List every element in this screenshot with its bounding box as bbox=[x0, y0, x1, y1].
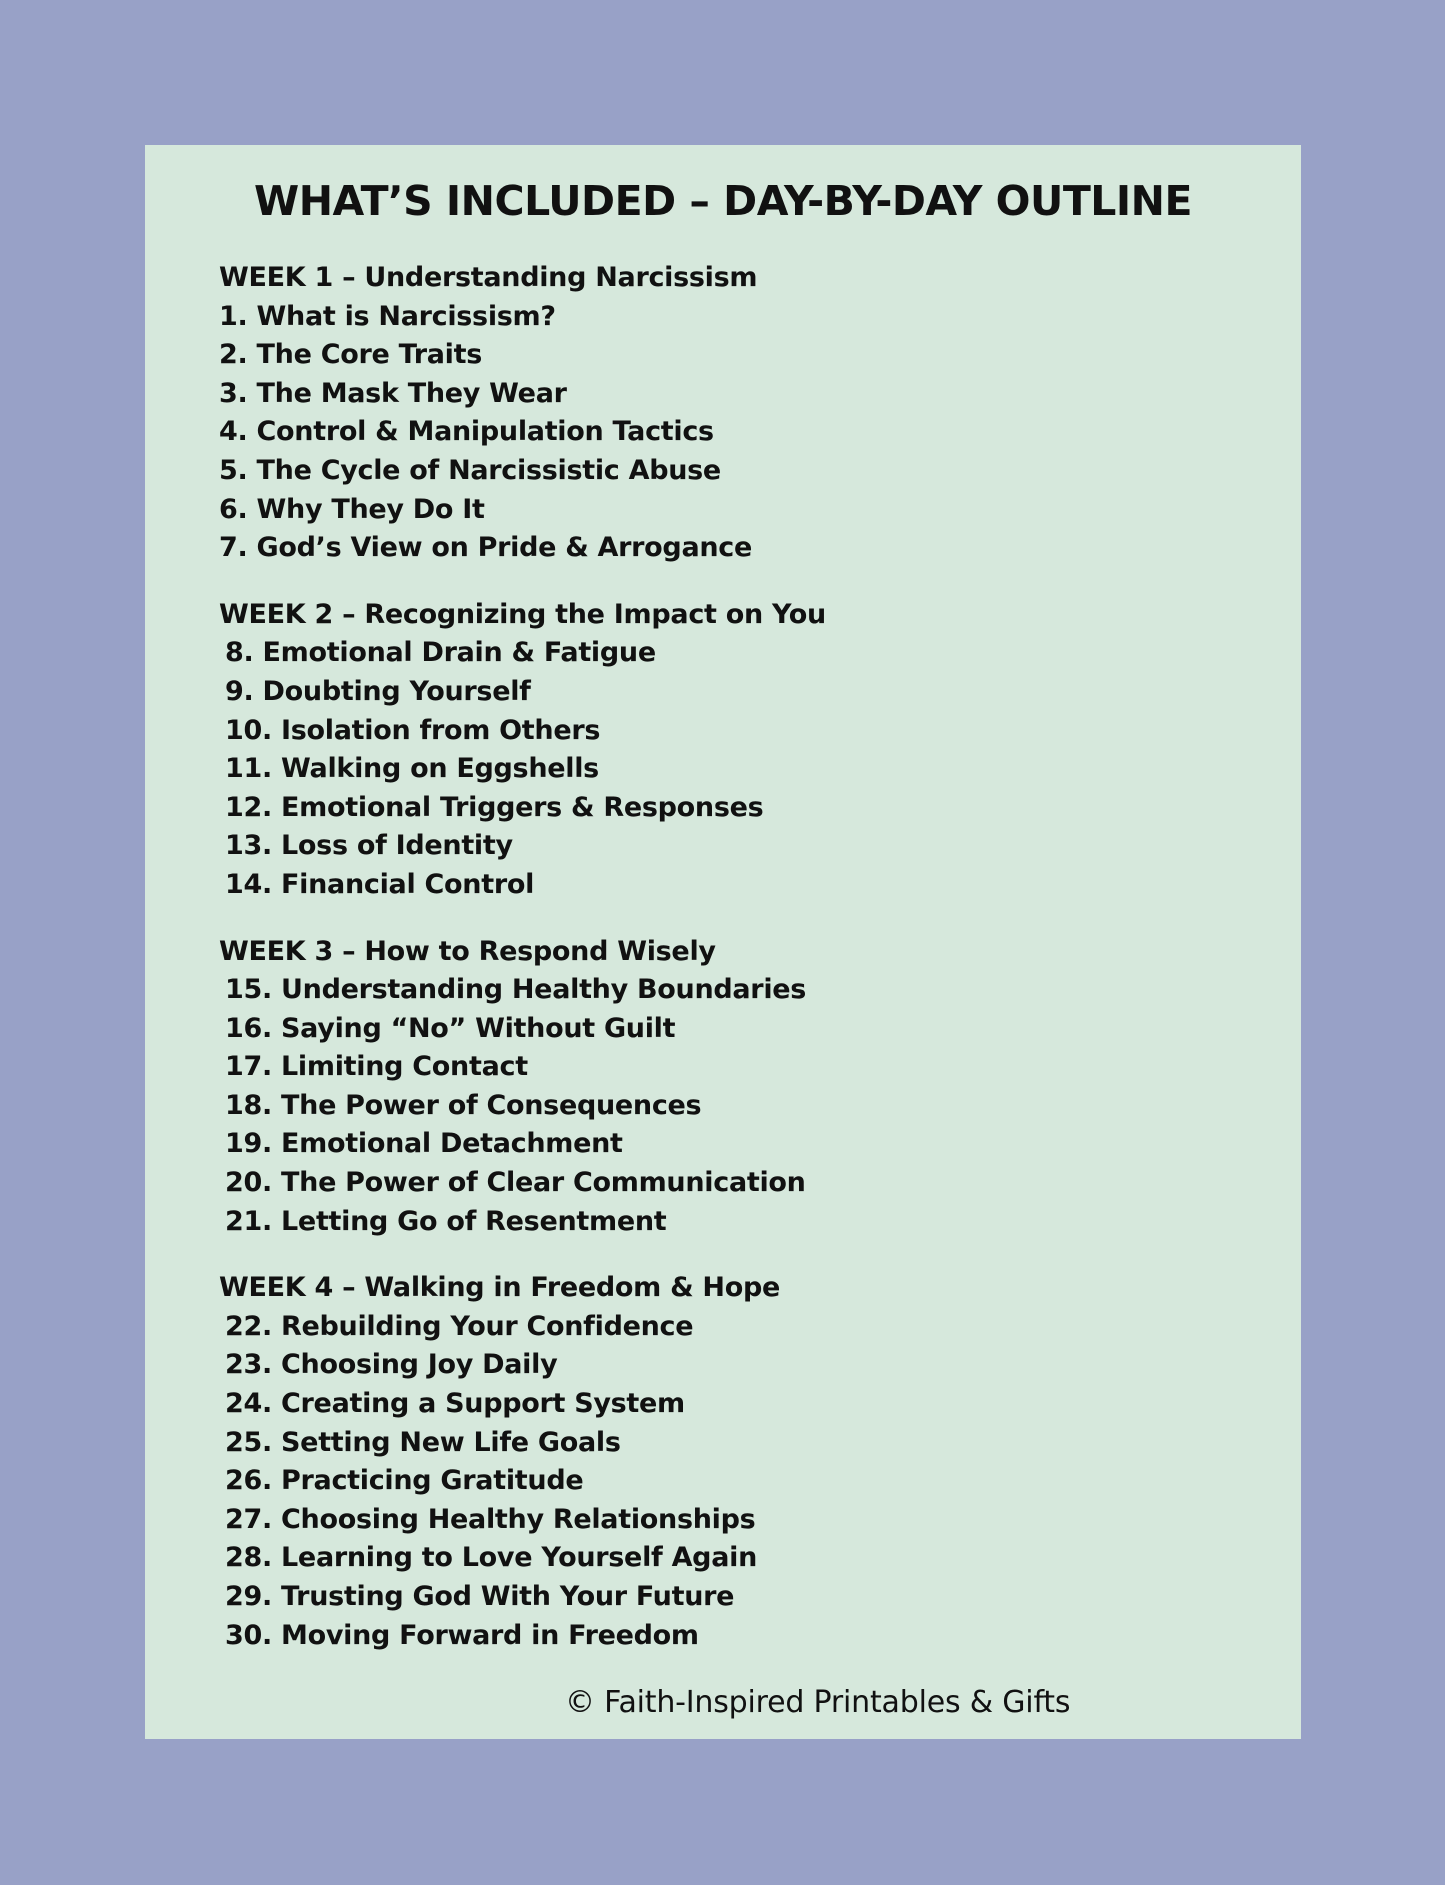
day-item: 28. Learning to Love Yourself Again bbox=[225, 1542, 757, 1574]
day-item: 19. Emotional Detachment bbox=[225, 1128, 623, 1160]
day-item: 10. Isolation from Others bbox=[225, 714, 601, 746]
day-item: 27. Choosing Healthy Relationships bbox=[225, 1503, 756, 1535]
copyright-notice: © Faith-Inspired Printables & Gifts bbox=[565, 1685, 1071, 1720]
day-item: 11. Walking on Eggshells bbox=[225, 753, 599, 785]
day-by-day-outline bbox=[219, 259, 1219, 1683]
week-3-heading: WEEK 3 – How to Respond Wisely bbox=[219, 935, 716, 967]
week-2-heading: WEEK 2 – Recognizing the Impact on You bbox=[219, 598, 826, 630]
day-item: 5. The Cycle of Narcissistic Abuse bbox=[219, 454, 721, 486]
week-1-heading: WEEK 1 – Understanding Narcissism bbox=[219, 262, 758, 293]
day-item: 14. Financial Control bbox=[225, 868, 535, 900]
week-1-day-list bbox=[219, 298, 1219, 568]
week-1-section bbox=[219, 259, 1219, 568]
week-4-heading: WEEK 4 – Walking in Freedom & Hope bbox=[219, 1272, 781, 1304]
day-item: 30. Moving Forward in Freedom bbox=[225, 1619, 699, 1651]
day-item: 13. Loss of Identity bbox=[225, 830, 513, 862]
day-item: 20. The Power of Clear Communication bbox=[225, 1167, 806, 1199]
day-item: 17. Limiting Contact bbox=[225, 1051, 528, 1083]
day-item: 15. Understanding Healthy Boundaries bbox=[225, 974, 807, 1006]
day-item: 29. Trusting God With Your Future bbox=[225, 1581, 735, 1612]
day-item: 23. Choosing Joy Daily bbox=[225, 1349, 558, 1381]
week-2-section bbox=[219, 596, 1219, 905]
day-item: 16. Saying “No” Without Guilt bbox=[225, 1012, 676, 1044]
day-item: 3. The Mask They Wear bbox=[219, 377, 567, 409]
week-2-day-list bbox=[219, 634, 1219, 904]
day-item: 8. Emotional Drain & Fatigue bbox=[225, 637, 656, 669]
day-item: 2. The Core Traits bbox=[219, 339, 483, 371]
day-item: 6. Why They Do It bbox=[219, 493, 485, 525]
week-3-section bbox=[219, 933, 1219, 1242]
week-4-day-list bbox=[219, 1308, 1219, 1655]
page-title: WHAT’S INCLUDED – DAY-BY-DAY OUTLINE bbox=[254, 177, 1192, 225]
day-item: 25. Setting New Life Goals bbox=[225, 1426, 621, 1458]
day-item: 21. Letting Go of Resentment bbox=[225, 1205, 667, 1237]
day-item: 26. Practicing Gratitude bbox=[225, 1465, 584, 1497]
week-3-day-list bbox=[219, 971, 1219, 1241]
day-item: 9. Doubting Yourself bbox=[225, 675, 531, 707]
day-item: 22. Rebuilding Your Confidence bbox=[225, 1310, 694, 1342]
day-item: 7. God’s View on Pride & Arrogance bbox=[219, 532, 753, 564]
day-item: 24. Creating a Support System bbox=[225, 1388, 685, 1420]
day-item: 12. Emotional Triggers & Responses bbox=[225, 791, 764, 823]
outline-card bbox=[145, 145, 1301, 1739]
day-item: 4. Control & Manipulation Tactics bbox=[219, 416, 714, 448]
week-4-section bbox=[219, 1269, 1219, 1655]
day-item: 1. What is Narcissism? bbox=[219, 300, 556, 332]
day-item: 18. The Power of Consequences bbox=[225, 1089, 702, 1121]
